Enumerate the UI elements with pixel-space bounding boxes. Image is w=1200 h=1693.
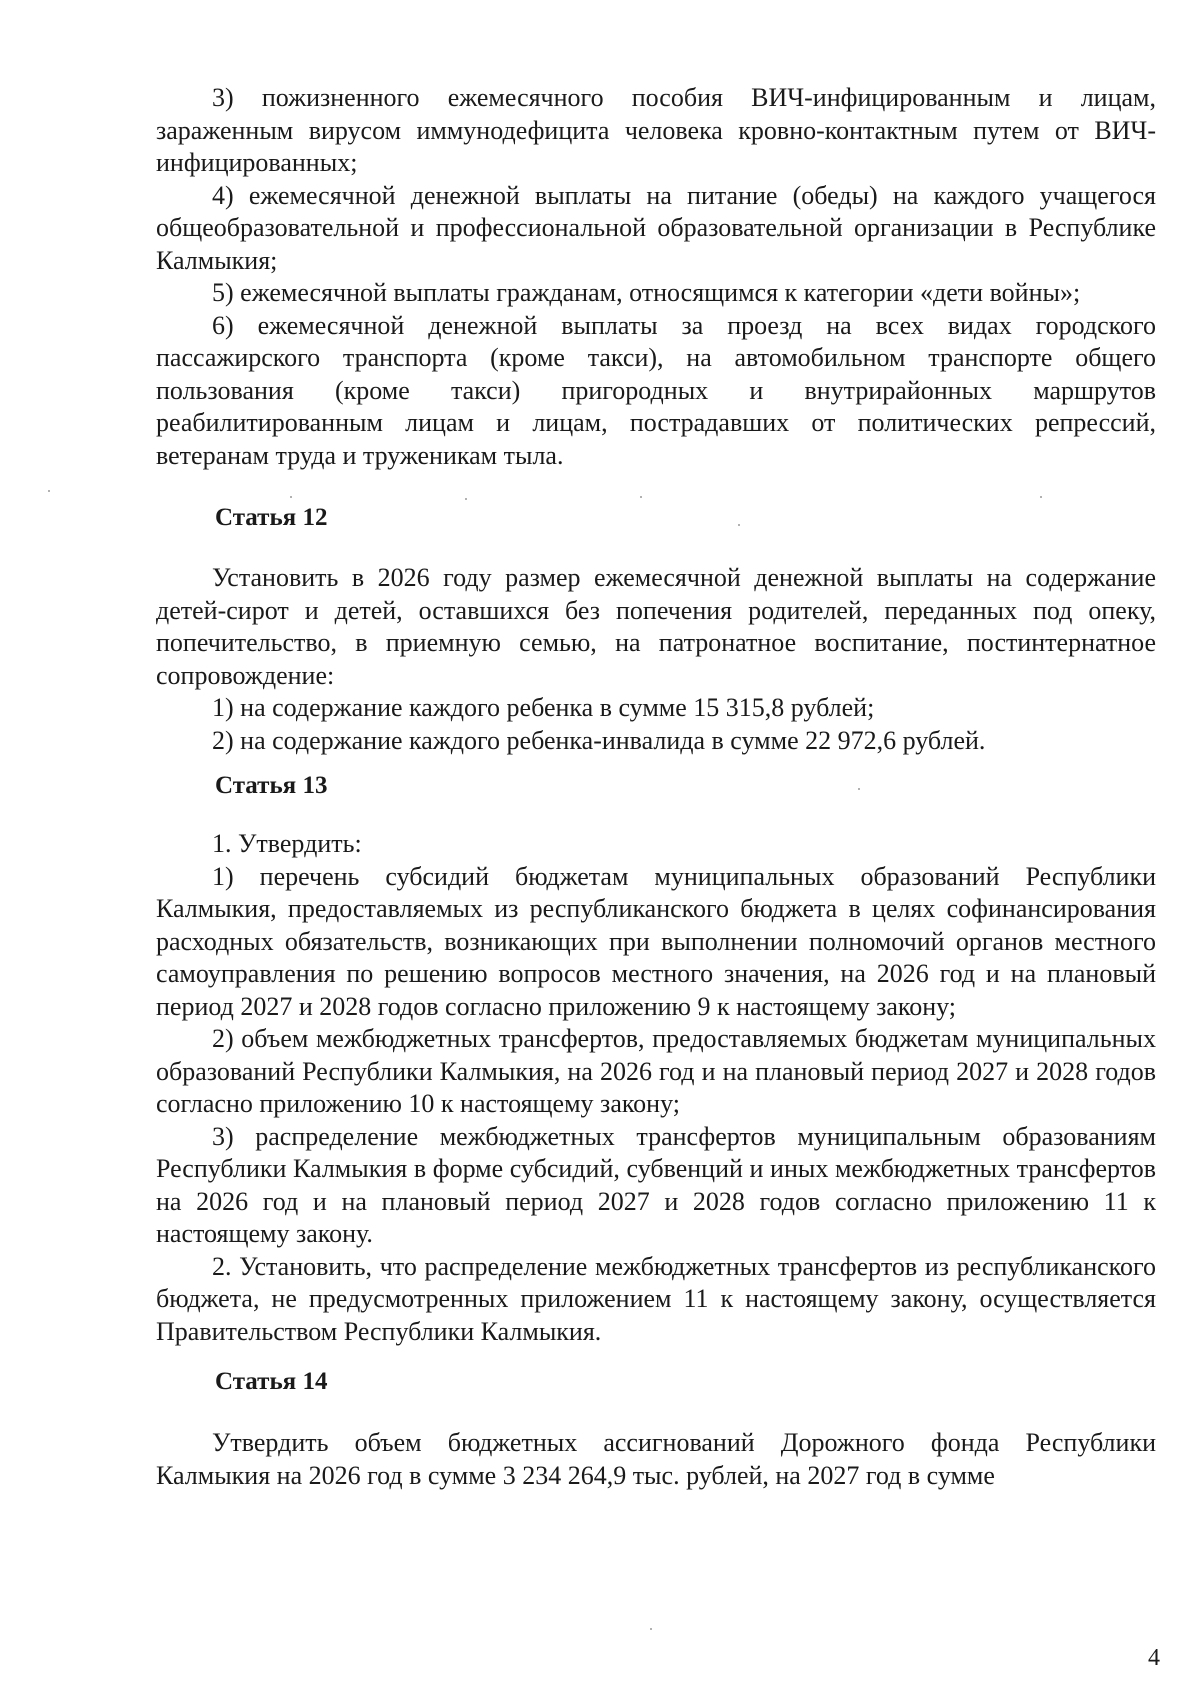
list-item: 3) пожизненного ежемесячного пособия ВИЧ-инфицированным и лицам, зараженным вирусом иммунодефицита человека кровно-контактным путем от ВИЧ-инфицированных;: [156, 83, 1156, 177]
scan-speck: [465, 498, 467, 500]
article-14-heading: Статья 14: [215, 1368, 328, 1395]
article-12-heading: Статья 12: [215, 504, 328, 531]
scan-speck: [858, 788, 860, 790]
paragraph: 1. Утвердить:: [212, 829, 362, 858]
paragraph: 2. Установить, что распределение межбюджетных трансфертов из республиканского бюджета, не предусмотренных приложением 11 к настоящему закону, осуществляется Правительством Республики Калмыкия.: [156, 1251, 1156, 1346]
article-13-heading: Статья 13: [215, 772, 328, 799]
article-13-body: [156, 828, 1156, 1348]
paragraph: Утвердить объем бюджетных ассигнований Дорожного фонда Республики Калмыкия на 2026 год в сумме 3 234 264,9 тыс. рублей, на 2027 год в сумме: [156, 1428, 1156, 1490]
list-item: 4) ежемесячной денежной выплаты на питание (обеды) на каждого учащегося общеобразовательной и профессиональной образовательной организации в Республике Калмыкия;: [156, 180, 1156, 275]
list-item: 5) ежемесячной выплаты гражданам, относящимся к категории «дети войны»;: [212, 278, 1081, 307]
article-12-body: [156, 562, 1156, 757]
intro-list: [156, 82, 1156, 472]
list-item: 1) на содержание каждого ребенка в сумме 15 315,8 рублей;: [212, 693, 875, 722]
scan-speck: [640, 496, 642, 498]
scan-speck: [48, 490, 50, 492]
scan-speck: [738, 524, 740, 526]
list-item: 1) перечень субсидий бюджетам муниципальных образований Республики Калмыкия, предоставляемых из республиканского бюджета в целях софинансирования расходных обязательств, возникающих при выполнении полномочий органов местного самоуправления по решению вопросов местного значения, на 2026 год и на плановый период 2027 и 2028 годов согласно приложению 9 к настоящему закону;: [156, 861, 1156, 1021]
article-14-body: [156, 1427, 1156, 1492]
scan-speck: [1040, 496, 1042, 498]
scan-speck: [650, 1628, 652, 1630]
paragraph: Установить в 2026 году размер ежемесячной денежной выплаты на содержание детей-сирот и детей, оставшихся без попечения родителей, переданных под опеку, попечительство, в приемную семью, на патронатное воспитание, постинтернатное сопровождение:: [156, 563, 1156, 690]
page-number: 4: [1148, 1645, 1160, 1671]
scan-speck: [290, 496, 292, 498]
list-item: 2) на содержание каждого ребенка-инвалида в сумме 22 972,6 рублей.: [212, 725, 986, 755]
list-item: 3) распределение межбюджетных трансфертов муниципальным образованиям Республики Калмыкия в форме субсидий, субвенций и иных межбюджетных трансфертов на 2026 год и на плановый период 2027 и 2028 годов согласно приложению 11 к настоящему закону.: [156, 1121, 1156, 1248]
list-item: 2) объем межбюджетных трансфертов, предоставляемых бюджетам муниципальных образований Республики Калмыкия, на 2026 год и на плановый период 2027 и 2028 годов согласно приложению 10 к настоящему закону;: [156, 1024, 1156, 1118]
list-item: 6) ежемесячной денежной выплаты за проезд на всех видах городского пассажирского транспорта (кроме такси), на автомобильном транспорте общего пользования (кроме такси) пригородных и внутрирайонных маршрутов реабилитированным лицам и лицам, пострадавших от политических репрессий, ветеранам труда и труженикам тыла.: [156, 310, 1156, 470]
